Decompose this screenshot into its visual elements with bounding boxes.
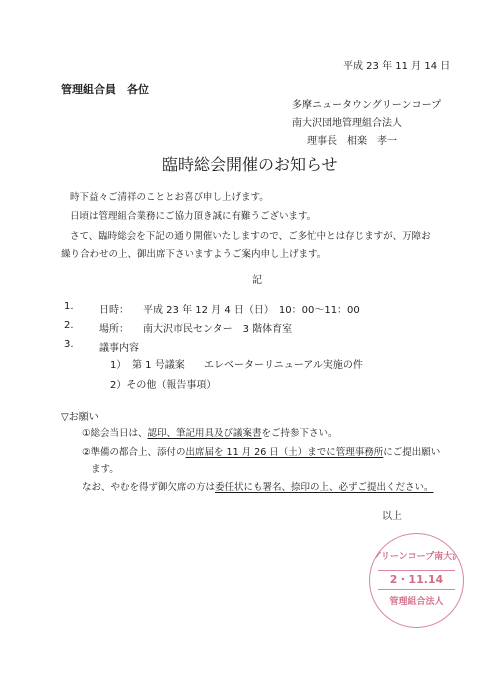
recipient: 管理組合員 各位	[61, 83, 149, 96]
item-1-value: 平成 23 年 12 月 4 日（日） 10：00～11：00	[143, 305, 360, 316]
request-1-pre: ①総会当日は、	[82, 428, 148, 439]
request-3-pre: なお、やむを得ず御欠席の方は	[82, 482, 216, 493]
request-1-underlined: 認印、筆記用具及び議案書	[147, 428, 262, 439]
agenda-1-value: エレベーターリニューアル実施の件	[204, 360, 363, 371]
request-1-post: をご持参下さい。	[261, 428, 338, 439]
item-3-number: 3.	[64, 339, 74, 350]
body-paragraph-3b: 繰り合わせの上、御出席下さいますようご案内申し上げます。	[61, 249, 327, 260]
item-1-label: 日時：	[99, 305, 129, 316]
date: 平成 23 年 11 月 14 日	[343, 61, 451, 72]
request-1	[82, 425, 338, 439]
ki-heading: 記	[252, 275, 262, 286]
body-paragraph-3a: さて、臨時総会を下記の通り開催いたしますので、ご多忙中とは存じますが、万障お	[70, 231, 431, 242]
item-2-label: 場所：	[99, 324, 129, 335]
stamp-line-3: 管理組合法人	[389, 597, 444, 607]
agenda-1-number: 1）	[110, 360, 127, 371]
stamp-date: 2・11.14	[378, 570, 455, 590]
request-2	[82, 444, 440, 458]
request-3-underlined: 委任状にも署名、捺印の上、必ずご提出ください。	[215, 482, 434, 493]
request-2-underlined: 出席届を 11 月 26 日（土）までに管理事務所	[185, 447, 384, 458]
document-title: 臨時総会開催のお知らせ	[162, 155, 338, 174]
item-1-number: 1.	[64, 301, 74, 312]
request-2-post: にご提出願い	[383, 447, 441, 458]
sender-org-1: 多摩ニュータウングリーンコープ	[292, 100, 442, 111]
seal-stamp	[369, 533, 464, 628]
request-3	[82, 479, 434, 493]
body-paragraph-1: 時下益々ご清祥のこととお喜び申し上げます。	[70, 192, 269, 203]
closing-ijou: 以上	[382, 511, 402, 522]
stamp-line-1: グリーンコープ南大沢	[371, 552, 462, 562]
agenda-1-label: 第 1 号議案	[132, 360, 185, 371]
request-2-pre: ②準備の都合上、添付の	[82, 447, 186, 458]
agenda-2: 2）その他（報告事項）	[110, 380, 217, 391]
requests-heading: ▽お願い	[61, 412, 99, 423]
sender-org-2: 南大沢団地管理組合法人	[292, 118, 402, 129]
item-2-number: 2.	[64, 320, 74, 331]
request-2-continued: ます。	[91, 464, 119, 475]
item-2-value: 南大沢市民センター 3 階体育室	[143, 324, 293, 335]
sender-person: 理事長 相楽 孝一	[307, 136, 397, 147]
body-paragraph-2: 日頃は管理組合業務にご協力頂き誠に有難うございます。	[70, 211, 317, 222]
item-3-label: 議事内容	[99, 343, 139, 354]
